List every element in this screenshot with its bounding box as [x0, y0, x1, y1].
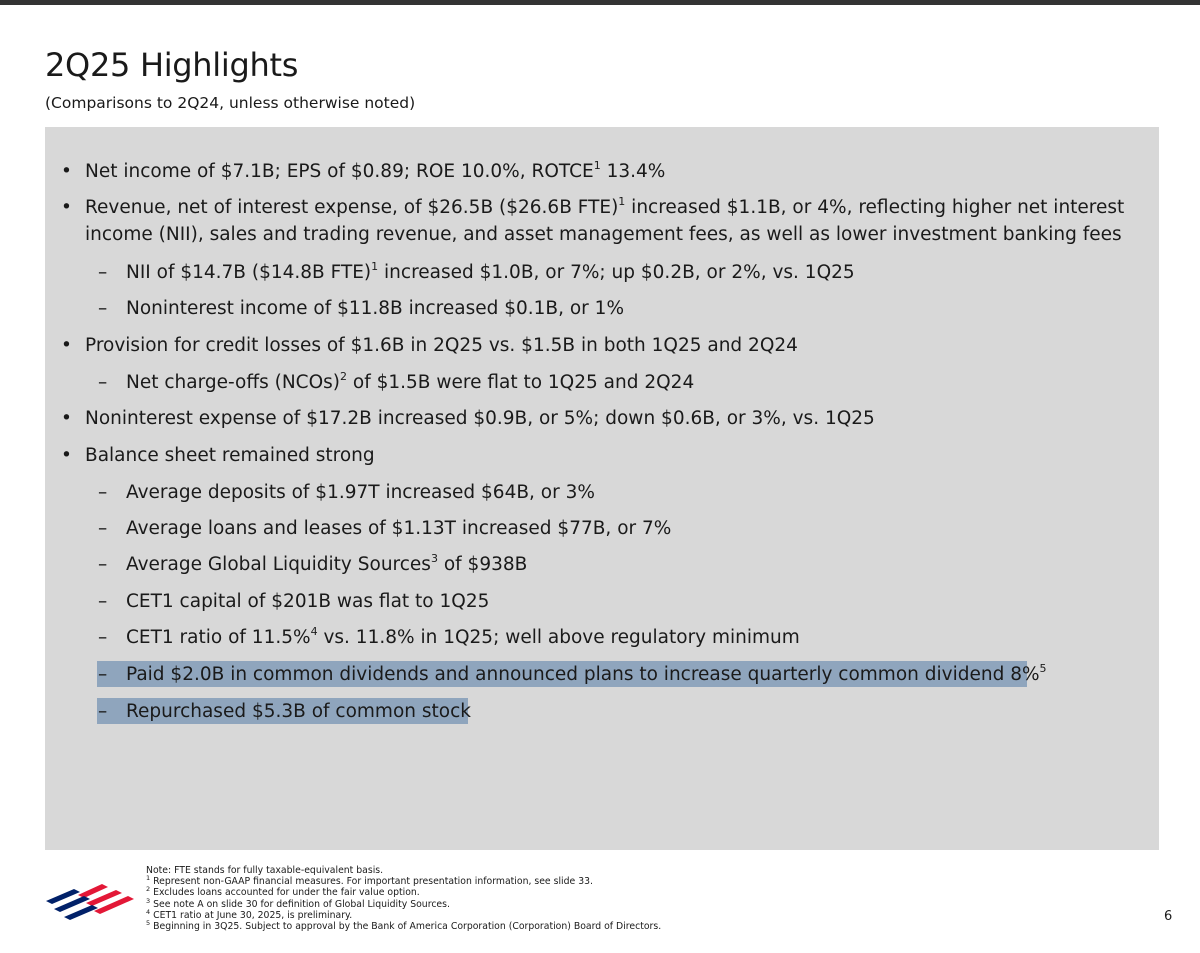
bank-of-america-flag-logo	[44, 881, 136, 925]
sub-list-item: – Average deposits of $1.97T increased $64B, or 3%	[126, 479, 1126, 506]
bullet-marker: •	[61, 335, 72, 356]
footnote: Note: FTE stands for fully taxable-equivalent basis.	[146, 865, 384, 876]
dash-marker: –	[98, 372, 108, 393]
dash-marker: –	[98, 554, 108, 575]
sub-list-item: – CET1 ratio of 11.5%$^4$ vs. 11.8% in 1Q25; well above regulatory minimum	[126, 624, 1126, 651]
dash-marker: –	[98, 591, 108, 612]
dash-marker: –	[98, 627, 108, 648]
list-item: • Provision for credit losses of $1.6B in 2Q25 vs. $1.5B in both 1Q25 and 2Q24	[85, 332, 1130, 359]
dash-marker: –	[98, 298, 108, 319]
footnote: $^5$ Beginning in 3Q25. Subject to approval by the Bank of America Corporation (Corporation) Board of Directors.	[146, 918, 662, 933]
sub-list-item: – Net charge-offs (NCOs)$^2$ of $1.5B were flat to 1Q25 and 2Q24	[126, 369, 1126, 396]
dash-marker: –	[98, 701, 108, 722]
sub-list-item-selected[interactable]: – Paid $2.0B in common dividends and announced plans to increase quarterly common dividend 8%$^5$	[126, 661, 1126, 688]
list-item: • Net income of $7.1B; EPS of $0.89; ROE 10.0%, ROTCE$^1$ 13.4%	[85, 158, 1130, 185]
bullet-marker: •	[61, 445, 72, 466]
dash-marker: –	[98, 664, 108, 685]
sub-list-item: – NII of $14.7B ($14.8B FTE)$^1$ increased $1.0B, or 7%; up $0.2B, or 2%, vs. 1Q25	[126, 259, 1126, 286]
sub-list-item: – CET1 capital of $201B was flat to 1Q25	[126, 588, 1126, 615]
sub-list-item: – Average loans and leases of $1.13T increased $77B, or 7%	[126, 515, 1126, 542]
sub-list-item: – Average Global Liquidity Sources$^3$ of $938B	[126, 551, 1126, 578]
footnote: $^2$ Excludes loans accounted for under the fair value option.	[146, 885, 420, 899]
dash-marker: –	[98, 262, 108, 283]
list-item: • Balance sheet remained strong	[85, 442, 1130, 469]
page-subtitle: (Comparisons to 2Q24, unless otherwise noted)	[45, 94, 416, 112]
bullet-marker: •	[61, 408, 72, 429]
content-panel	[45, 127, 1159, 850]
list-item: • Noninterest expense of $17.2B increased $0.9B, or 5%; down $0.6B, or 3%, vs. 1Q25	[85, 405, 1130, 432]
list-item: • Revenue, net of interest expense, of $26.5B ($26.6B FTE)$^1$ increased $1.1B, or 4%, reflecting higher net interest income (NII), sales and trading revenue, and asset management fees, as well as lower investment banking fees	[61, 194, 1125, 245]
bullet-marker: •	[61, 197, 72, 218]
footnote: $^4$ CET1 ratio at June 30, 2025, is preliminary.	[146, 907, 353, 921]
page-title: 2Q25 Highlights	[45, 46, 299, 84]
bullet-marker: •	[61, 161, 72, 182]
top-bar	[0, 0, 1200, 5]
sub-list-item: – Noninterest income of $11.8B increased $0.1B, or 1%	[126, 295, 1126, 322]
dash-marker: –	[98, 518, 108, 539]
sub-list-item-selected[interactable]: – Repurchased $5.3B of common stock	[126, 698, 1126, 725]
footnote: $^1$ Represent non-GAAP financial measures. For important presentation information, see slide 33.	[146, 874, 593, 888]
footnote: $^3$ See note A on slide 30 for definition of Global Liquidity Sources.	[146, 896, 450, 910]
footnotes	[146, 865, 661, 932]
page-number: 6	[1164, 909, 1173, 924]
dash-marker: –	[98, 482, 108, 503]
